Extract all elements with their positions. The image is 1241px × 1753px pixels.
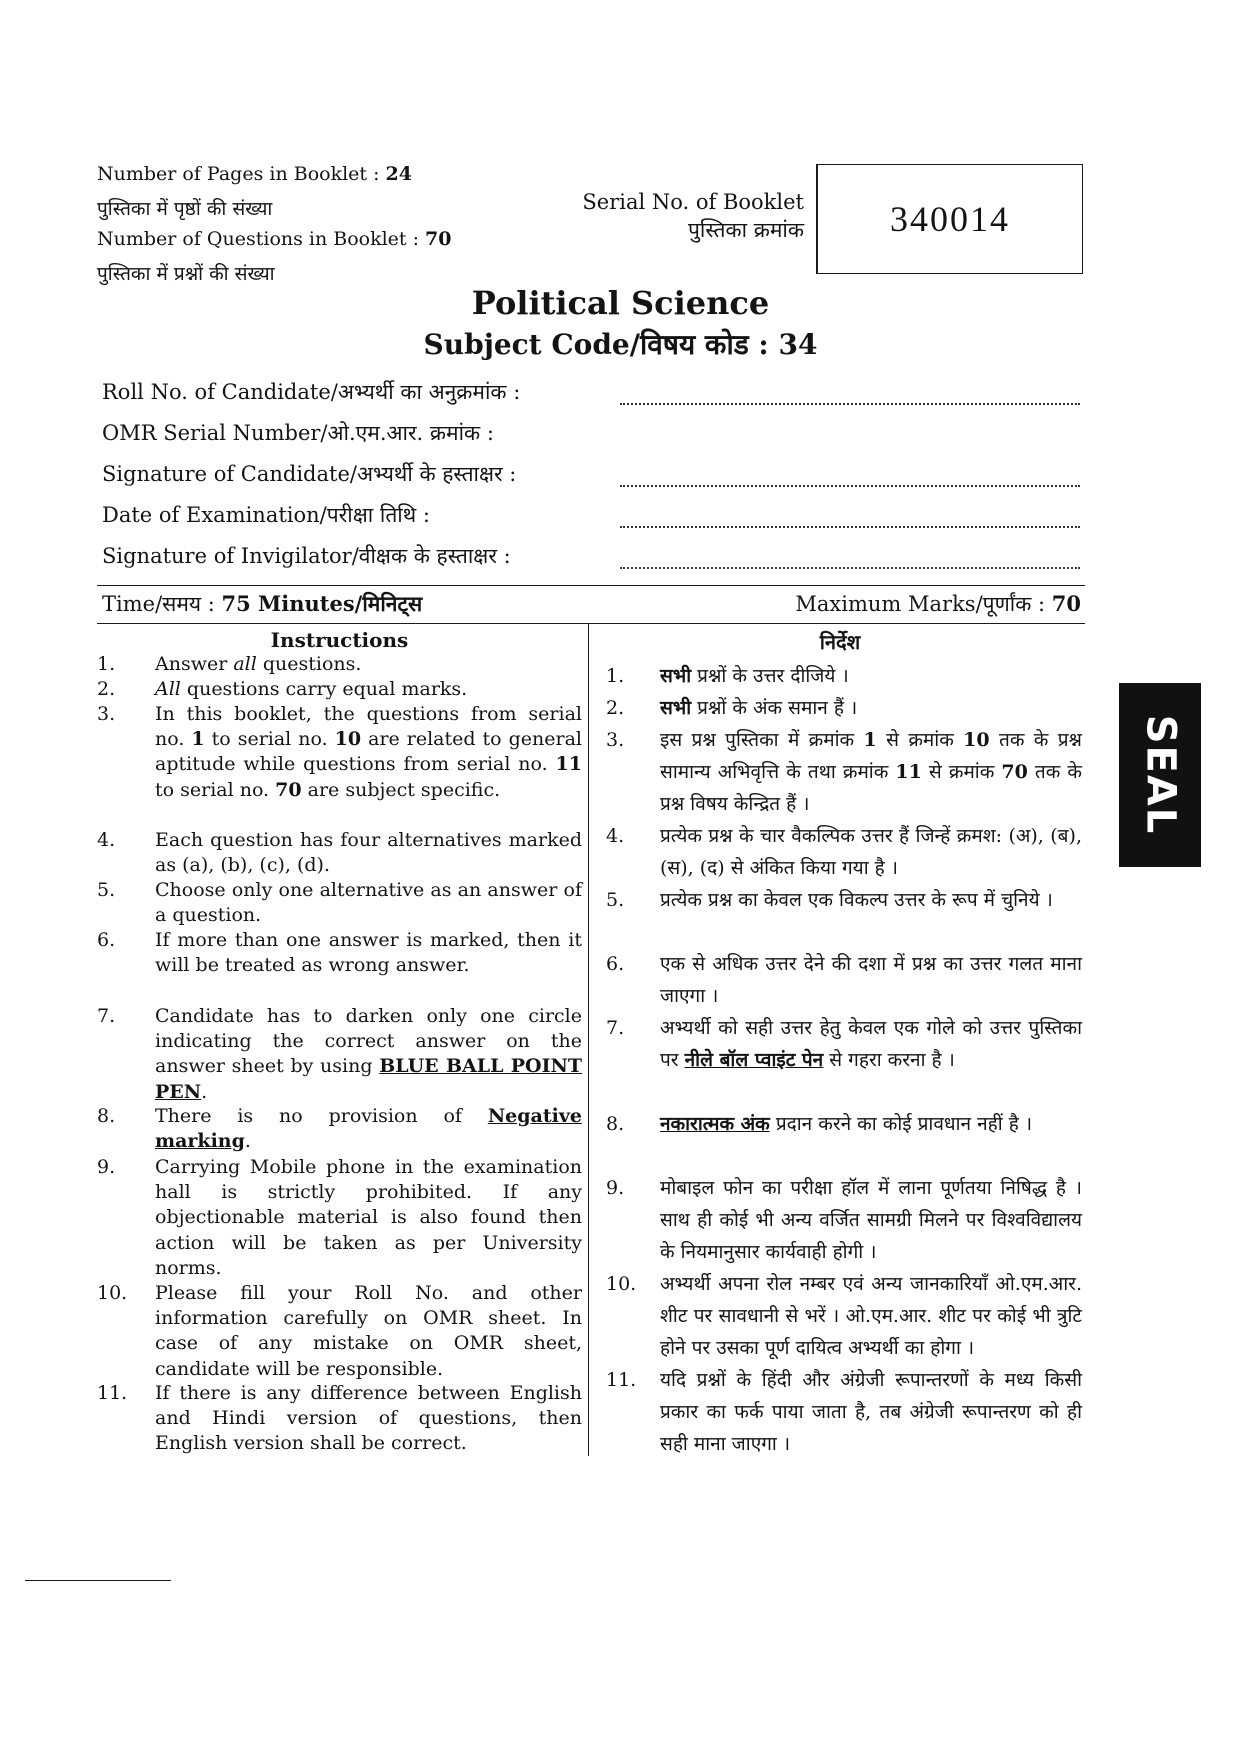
instructions-list: 1. Answer all questions. 2. All questions carry equal marks. 3. In this booklet, the questions from serial no. 1 to serial no. 10 are related to general aptitude while questions from serial no. 11 to serial no. 70 are subject specific. 4. Each question has four alternatives marked as (a), (b), (c), (d). 5. Choose only one alternative as an answer of a question. 6. If more than one answer is marked, then it will be treated as wrong answer. 7. Candidate has to darken only one circle indicating the correct answer on the answer sheet by using BLUE BALL POINT PEN. 8. There is no provision of Negative marking. 9. Carrying Mobile phone in the examination hall is strictly prohibited. If any objectionable material is also found then action will be taken as per University norms. 10. Please fill your Roll No. and other information carefully on OMR sheet. In case of any mistake on OMR sheet, candidate will be responsible. 11. If there is any difference between English and Hindi version of questions, then English version shall be correct.	[97, 653, 582, 1455]
subject-code: Subject Code/विषय कोड : 34	[423, 328, 818, 361]
omr-serial-field[interactable]	[102, 419, 1080, 453]
seal-tab[interactable]	[1119, 683, 1201, 867]
footer-rule	[25, 1580, 171, 1581]
column-divider	[588, 623, 589, 1456]
serial-number-label-en: Serial No. of Booklet	[582, 190, 804, 214]
rule-bottom	[97, 623, 1085, 624]
time-value: 75 Minutes/मिनिट्स	[221, 591, 423, 616]
serial-number-box	[816, 164, 1083, 274]
seal-label: SEAL	[1137, 714, 1184, 836]
exam-date-field[interactable]	[102, 501, 1080, 535]
invigilator-signature-field[interactable]	[102, 542, 1080, 576]
serial-number-value: 340014	[890, 199, 1010, 239]
candidate-signature-line[interactable]	[620, 485, 1080, 487]
pages-count-hindi: पुस्तिका में पृष्ठों की संख्या	[97, 198, 273, 220]
pages-count-value: 24	[385, 163, 412, 185]
serial-number-label	[540, 188, 804, 244]
serial-number-label-hi: पुस्तिका क्रमांक	[687, 218, 804, 242]
invigilator-signature-line[interactable]	[620, 567, 1080, 569]
nirdesh-heading: निर्देश	[819, 630, 861, 654]
maximum-marks	[795, 590, 1081, 618]
exam-date-line[interactable]	[620, 526, 1080, 528]
instructions-heading: Instructions	[270, 628, 409, 652]
candidate-signature-label: Signature of Candidate/अभ्यर्थी के हस्ताक्षर :	[102, 462, 517, 486]
candidate-signature-field[interactable]	[102, 460, 1080, 494]
pages-count-label: Number of Pages in Booklet :	[97, 163, 386, 185]
invigilator-signature-label: Signature of Invigilator/वीक्षक के हस्ताक्षर :	[102, 544, 511, 568]
questions-count-hindi: पुस्तिका में प्रश्नों की संख्या	[97, 263, 275, 285]
roll-number-line[interactable]	[620, 403, 1080, 405]
marks-value: 70	[1051, 591, 1081, 616]
exam-date-label: Date of Examination/परीक्षा तिथि :	[102, 503, 430, 527]
omr-serial-label: OMR Serial Number/ओ.एम.आर. क्रमांक :	[102, 421, 494, 445]
questions-count-value: 70	[425, 228, 452, 250]
roll-number-label: Roll No. of Candidate/अभ्यर्थी का अनुक्रमांक :	[102, 380, 521, 404]
nirdesh-list: 1. सभी प्रश्नों के उत्तर दीजिये । 2. सभी प्रश्नों के अंक समान हैं । 3. इस प्रश्न पुस्तिका में क्रमांक 1 से क्रमांक 10 तक के प्रश्न सामान्य अभिवृत्ति के तथा क्रमांक 11 से क्रमांक 70 तक के प्रश्न विषय केन्द्रित हैं । 4. प्रत्येक प्रश्न के चार वैकल्पिक उत्तर हैं जिन्हें क्रमश: (अ), (ब), (स), (द) से अंकित किया गया है । 5. प्रत्येक प्रश्न का केवल एक विकल्प उत्तर के रूप में चुनिये । 6. एक से अधिक उत्तर देने की दशा में प्रश्न का उत्तर गलत माना जाएगा । 7. अभ्यर्थी को सही उत्तर हेतु केवल एक गोले को उत्तर पुस्तिका पर नीले बॉल प्वाइंट पेन से गहरा करना है । 8. नकारात्मक अंक प्रदान करने का कोई प्रावधान नहीं है । 9. मोबाइल फोन का परीक्षा हॉल में लाना पूर्णतया निषिद्ध है । साथ ही कोई भी अन्य वर्जित सामग्री मिलने पर विश्वविद्यालय के नियमानुसार कार्यवाही होगी । 10. अभ्यर्थी अपना रोल नम्बर एवं अन्य जानकारियाँ ओ.एम.आर. शीट पर सावधानी से भरें । ओ.एम.आर. शीट पर कोई भी त्रुटि होने पर उसका पूर्ण दायित्व अभ्यर्थी का होगा । 11. यदि प्रश्नों के हिंदी और अंग्रेजी रूपान्तरणों के मध्य किसी प्रकार का फर्क पाया जाता है, तब अंग्रेजी रूपान्तरण को ही सही माना जाएगा ।	[606, 665, 1083, 1455]
rule-top	[97, 585, 1085, 586]
subject-title: Political Science	[471, 284, 770, 322]
questions-count-line	[97, 228, 452, 250]
time-label: Time/समय :	[102, 592, 222, 616]
pages-count-line	[97, 163, 412, 185]
time-allowed	[102, 590, 422, 618]
questions-count-label: Number of Questions in Booklet :	[97, 228, 426, 250]
marks-label: Maximum Marks/पूर्णांक :	[795, 592, 1052, 616]
roll-number-field[interactable]	[102, 378, 1080, 412]
